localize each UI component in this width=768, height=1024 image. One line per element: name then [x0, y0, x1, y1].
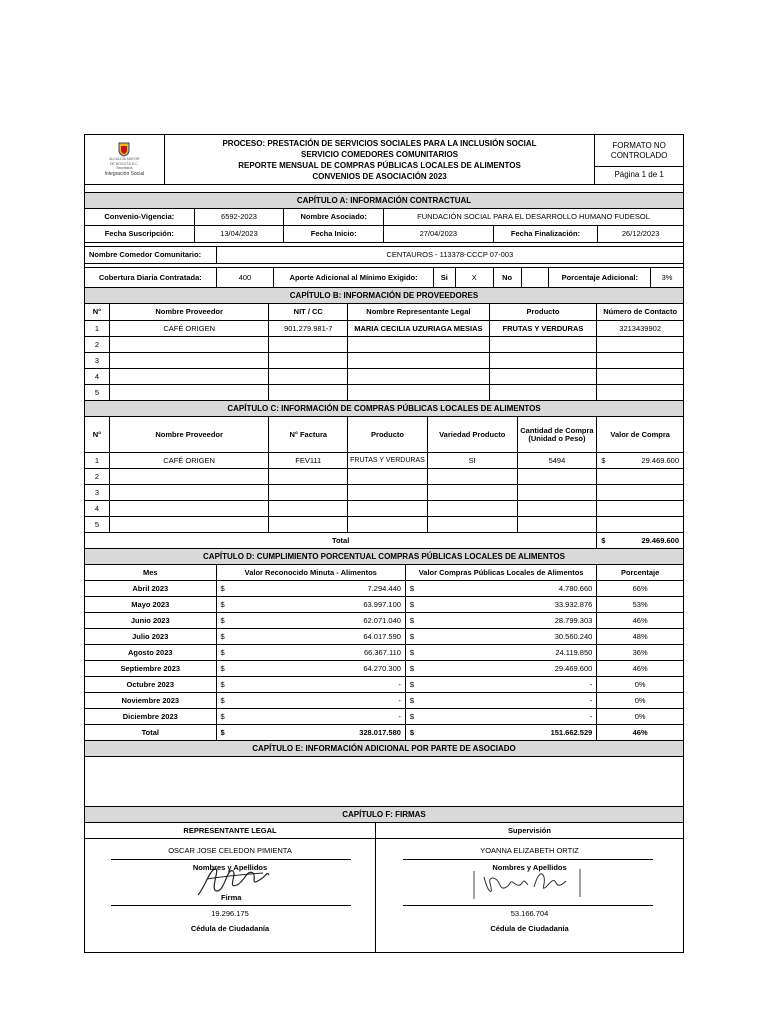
col-nit: NIT / CC: [269, 304, 348, 321]
cobertura-row: [85, 268, 683, 288]
table-cell: [406, 581, 597, 597]
table-cell: 5: [85, 385, 110, 401]
table-cell: 5: [85, 517, 110, 533]
currency-symbol: $: [601, 455, 606, 465]
table-row: [85, 453, 683, 469]
table-cell: [348, 485, 428, 501]
table-cell: FRUTAS Y VERDURAS: [490, 321, 598, 337]
amount: 30.560.240: [554, 631, 593, 641]
table-cell: 46%: [597, 613, 683, 629]
table-cell: 46%: [597, 725, 683, 741]
cobertura-value: 400: [217, 268, 275, 288]
page-number: Página 1 de 1: [595, 167, 683, 185]
amount: -: [398, 711, 401, 721]
col-valor: Valor de Compra: [597, 417, 683, 453]
table-cell: CAFÉ ORIGEN: [110, 321, 269, 337]
table-row: [85, 337, 683, 353]
table-cell: 0%: [597, 693, 683, 709]
table-cell: 48%: [597, 629, 683, 645]
table-cell: [518, 501, 598, 517]
amount: 151.662.529: [550, 727, 593, 737]
col-proveedor: Nombre Proveedor: [110, 304, 269, 321]
convenio-label: Convenio-Vigencia:: [85, 209, 195, 226]
table-cell: [217, 645, 406, 661]
amount: -: [589, 679, 593, 689]
col-representante: Nombre Representante Legal: [348, 304, 490, 321]
currency-symbol: $: [220, 647, 225, 657]
table-cell: 53%: [597, 597, 683, 613]
format-label: FORMATO NO CONTROLADO: [595, 135, 683, 167]
currency-symbol: $: [409, 711, 415, 721]
table-cell: [217, 629, 406, 645]
compliance-header-row: [85, 565, 683, 581]
table-cell: [110, 469, 269, 485]
table-row: [85, 469, 683, 485]
table-cell: FRUTAS Y VERDURAS: [348, 453, 428, 469]
table-cell: [110, 337, 269, 353]
table-cell: [217, 709, 406, 725]
table-cell: [269, 517, 348, 533]
table-cell: 3: [85, 485, 110, 501]
table-cell: [518, 517, 598, 533]
finalizacion-value: 26/12/2023: [598, 226, 683, 243]
table-cell: [406, 629, 597, 645]
legal-rep-signature-block: [85, 839, 376, 952]
names-label: Nombres y Apellidos: [192, 863, 268, 872]
table-cell: [597, 453, 683, 469]
logo-line-3: Secretaría: [116, 166, 133, 171]
currency-symbol: $: [220, 711, 225, 721]
si-mark: X: [456, 268, 494, 288]
table-cell: [217, 677, 406, 693]
purchases-total-row: [85, 533, 683, 549]
report-header: [85, 135, 683, 185]
format-block: [595, 135, 683, 185]
table-cell: [490, 353, 598, 369]
table-cell: CAFÉ ORIGEN: [110, 453, 269, 469]
report-title: [165, 135, 596, 185]
col-n: N°: [85, 304, 110, 321]
col-producto: Producto: [490, 304, 598, 321]
table-cell: Mayo 2023: [85, 597, 217, 613]
table-cell: 0%: [597, 709, 683, 725]
table-cell: Octubre 2023: [85, 677, 217, 693]
table-cell: [269, 385, 348, 401]
supervisor-name: YOANNA ELIZABETH ORTIZ: [480, 846, 579, 855]
table-row: [85, 517, 683, 533]
table-cell: [518, 469, 598, 485]
table-cell: [110, 385, 269, 401]
table-cell: [406, 709, 597, 725]
table-cell: Diciembre 2023: [85, 709, 217, 725]
col-producto: Producto: [348, 417, 428, 453]
amount: 64.270.300: [363, 663, 401, 673]
logo-line-1: ALCALDÍA MAYOR: [109, 156, 140, 161]
name-line: [111, 859, 351, 860]
currency-symbol: $: [220, 615, 225, 625]
id-label: Cédula de Ciudadanía: [490, 924, 569, 933]
table-cell: [217, 581, 406, 597]
amount: -: [398, 679, 401, 689]
table-cell: [406, 645, 597, 661]
table-cell: [406, 613, 597, 629]
table-cell: 0%: [597, 677, 683, 693]
table-cell: Junio 2023: [85, 613, 217, 629]
table-row: [85, 693, 683, 709]
table-cell: 4: [85, 369, 110, 385]
table-cell: [217, 597, 406, 613]
table-cell: 901.279.981-7: [269, 321, 348, 337]
col-porcentaje: Porcentaje: [597, 565, 683, 581]
currency-symbol: $: [409, 663, 415, 673]
table-cell: 3213439902: [597, 321, 683, 337]
col-n: N°: [85, 417, 110, 453]
aporte-label: Aporte Adicional al Mínimo Exigido:: [274, 268, 433, 288]
currency-symbol: $: [220, 599, 225, 609]
col-mes: Mes: [85, 565, 217, 581]
supervision-header: Supervisión: [376, 823, 683, 839]
table-cell: [269, 469, 348, 485]
table-cell: [269, 353, 348, 369]
chapter-f-title: CAPÍTULO F: FIRMAS: [85, 807, 683, 823]
currency-symbol: $: [220, 679, 225, 689]
currency-symbol: $: [409, 583, 415, 593]
table-cell: [110, 369, 269, 385]
providers-rows: [85, 321, 683, 401]
table-cell: [406, 693, 597, 709]
table-cell: Total: [85, 725, 217, 741]
amount: 64.017.590: [363, 631, 401, 641]
suscripcion-value: 13/04/2023: [195, 226, 285, 243]
comedor-row: [85, 247, 683, 264]
amount: 328.017.580: [359, 727, 401, 737]
currency-symbol: $: [220, 583, 225, 593]
table-cell: [597, 353, 683, 369]
table-cell: [406, 661, 597, 677]
amount: -: [398, 695, 401, 705]
table-cell: Julio 2023: [85, 629, 217, 645]
table-cell: [110, 517, 269, 533]
title-line-2: SERVICIO COMEDORES COMUNITARIOS: [300, 149, 459, 159]
si-label: Si: [434, 268, 456, 288]
table-cell: MARIA CECILIA UZURIAGA MESIAS: [348, 321, 490, 337]
table-cell: [348, 369, 490, 385]
table-cell: [406, 597, 597, 613]
total-value: [597, 533, 683, 549]
signature-icon: [472, 863, 582, 903]
col-factura: N° Factura: [269, 417, 348, 453]
table-cell: [269, 501, 348, 517]
col-valor-reconocido: Valor Reconocido Minuta - Alimentos: [217, 565, 406, 581]
amount: 7.294.440: [367, 583, 401, 593]
inicio-label: Fecha Inicio:: [284, 226, 384, 243]
table-cell: [428, 469, 518, 485]
suscripcion-label: Fecha Suscripción:: [85, 226, 195, 243]
title-line-1: PROCESO: PRESTACIÓN DE SERVICIOS SOCIALES PARA LA INCLUSIÓN SOCIAL: [222, 138, 537, 148]
logo-block: [85, 135, 165, 185]
convenio-value: 6592-2023: [195, 209, 285, 226]
table-cell: [348, 501, 428, 517]
additional-info-area: [85, 757, 683, 807]
comedor-value: CENTAUROS - 113378-CCCP 07-003: [217, 247, 683, 264]
no-mark: [522, 268, 550, 288]
table-row: [85, 629, 683, 645]
purchases-rows: [85, 453, 683, 533]
chapter-a-title: CAPÍTULO A: INFORMACIÓN CONTRACTUAL: [85, 193, 683, 209]
table-row: [85, 369, 683, 385]
legal-rep-id: 19.296.175: [211, 909, 249, 918]
chapter-c-title: CAPÍTULO C: INFORMACIÓN DE COMPRAS PÚBLICAS LOCALES DE ALIMENTOS: [85, 401, 683, 417]
amount: 63.997.100: [363, 599, 401, 609]
logo-line-4: Integración Social: [104, 170, 145, 177]
no-label: No: [494, 268, 522, 288]
col-variedad: Variedad Producto: [428, 417, 518, 453]
table-cell: [348, 517, 428, 533]
currency-symbol: $: [409, 647, 415, 657]
table-cell: 2: [85, 337, 110, 353]
signatures-header-row: [85, 823, 683, 839]
table-cell: Septiembre 2023: [85, 661, 217, 677]
table-cell: 5494: [518, 453, 598, 469]
title-line-4: CONVENIOS DE ASOCIACIÓN 2023: [312, 171, 447, 181]
table-cell: [597, 501, 683, 517]
table-cell: Noviembre 2023: [85, 693, 217, 709]
table-cell: [269, 337, 348, 353]
currency-symbol: $: [409, 727, 415, 737]
table-cell: [406, 725, 597, 741]
col-valor-compras: Valor Compras Públicas Locales de Alimentos: [406, 565, 597, 581]
total-label: Total: [85, 533, 597, 549]
table-cell: [490, 385, 598, 401]
table-cell: [597, 469, 683, 485]
id-label: Cédula de Ciudadanía: [190, 924, 270, 933]
table-cell: [518, 485, 598, 501]
amount: 33.932.876: [554, 599, 593, 609]
table-row: [85, 677, 683, 693]
table-row: [85, 581, 683, 597]
chapter-d-title: CAPÍTULO D: CUMPLIMIENTO PORCENTUAL COMPRAS PÚBLICAS LOCALES DE ALIMENTOS: [85, 549, 683, 565]
chapter-e-title: CAPÍTULO E: INFORMACIÓN ADICIONAL POR PARTE DE ASOCIADO: [85, 741, 683, 757]
table-cell: [490, 369, 598, 385]
table-cell: [428, 501, 518, 517]
compliance-rows: [85, 581, 683, 741]
table-cell: Abril 2023: [85, 581, 217, 597]
currency-symbol: $: [409, 695, 415, 705]
contract-row-2: [85, 226, 683, 243]
col-proveedor: Nombre Proveedor: [110, 417, 269, 453]
amount: 4.780.660: [558, 583, 593, 593]
purchases-header-row: [85, 417, 683, 453]
table-row: [85, 709, 683, 725]
col-contacto: Número de Contacto: [597, 304, 683, 321]
table-row: [85, 501, 683, 517]
table-cell: [217, 725, 406, 741]
table-cell: 3: [85, 353, 110, 369]
chapter-b-title: CAPÍTULO B: INFORMACIÓN DE PROVEEDORES: [85, 288, 683, 304]
currency-symbol: $: [409, 631, 415, 641]
table-row: [85, 321, 683, 337]
table-cell: 46%: [597, 661, 683, 677]
porcentaje-value: 3%: [651, 268, 683, 288]
legal-rep-header: REPRESENTANTE LEGAL: [85, 823, 376, 839]
table-cell: 4: [85, 501, 110, 517]
firma-label: Firma: [221, 893, 242, 902]
table-row: [85, 385, 683, 401]
table-row: [85, 613, 683, 629]
logo-line-2: DE BOGOTÁ D.C.: [109, 161, 139, 166]
table-cell: 36%: [597, 645, 683, 661]
table-cell: [110, 485, 269, 501]
table-cell: [217, 693, 406, 709]
amount: 62.071.040: [363, 615, 401, 625]
currency-symbol: $: [409, 615, 415, 625]
table-cell: [110, 501, 269, 517]
table-cell: [597, 385, 683, 401]
inicio-value: 27/04/2023: [384, 226, 494, 243]
legal-rep-name: OSCAR JOSE CELEDON PIMIENTA: [168, 846, 292, 855]
amount: 29.469.600: [554, 663, 593, 673]
coat-of-arms-icon: [118, 142, 130, 157]
supervisor-id: 53.166.704: [510, 909, 549, 918]
table-row: [85, 597, 683, 613]
porcentaje-label: Porcentaje Adicional:: [549, 268, 651, 288]
table-cell: 1: [85, 321, 110, 337]
signature-line: [111, 905, 351, 906]
table-cell: [428, 485, 518, 501]
total-amount: 29.469.600: [641, 535, 679, 545]
asociado-value: FUNDACIÓN SOCIAL PARA EL DESARROLLO HUMANO FUDESOL: [384, 209, 683, 226]
table-cell: [597, 485, 683, 501]
report-document: [84, 134, 684, 953]
currency-symbol: $: [220, 663, 225, 673]
currency-symbol: $: [409, 679, 415, 689]
table-cell: 1: [85, 453, 110, 469]
table-cell: [490, 337, 598, 353]
table-cell: [110, 353, 269, 369]
amount: 24.119.850: [555, 647, 593, 657]
spacer: [85, 185, 683, 193]
currency-symbol: $: [220, 727, 225, 737]
table-cell: [348, 385, 490, 401]
table-cell: 66%: [597, 581, 683, 597]
table-cell: [597, 369, 683, 385]
currency-symbol: $: [220, 695, 225, 705]
table-row: [85, 725, 683, 741]
contract-row-1: [85, 209, 683, 226]
table-cell: [217, 613, 406, 629]
table-cell: [406, 677, 597, 693]
table-cell: [348, 469, 428, 485]
table-cell: FEV111: [269, 453, 348, 469]
title-line-3: REPORTE MENSUAL DE COMPRAS PÚBLICAS LOCALES DE ALIMENTOS: [238, 160, 521, 170]
amount: 66.367.110: [363, 647, 401, 657]
table-row: [85, 661, 683, 677]
amount: 29.469.600: [641, 455, 680, 465]
table-cell: [597, 517, 683, 533]
names-label: Nombres y Apellidos: [492, 863, 567, 872]
table-cell: Agosto 2023: [85, 645, 217, 661]
table-cell: [217, 661, 406, 677]
name-line: [403, 859, 653, 860]
table-cell: [348, 337, 490, 353]
col-cantidad: Cantidad de Compra (Unidad o Peso): [518, 417, 598, 453]
cobertura-label: Cobertura Diaria Contratada:: [85, 268, 217, 288]
table-cell: [269, 485, 348, 501]
table-cell: [597, 337, 683, 353]
comedor-label: Nombre Comedor Comunitario:: [85, 247, 217, 264]
amount: -: [589, 695, 593, 705]
table-cell: 2: [85, 469, 110, 485]
table-cell: [269, 369, 348, 385]
table-row: [85, 485, 683, 501]
total-currency: $: [601, 535, 606, 545]
amount: 28.799.303: [554, 615, 593, 625]
currency-symbol: $: [409, 599, 415, 609]
table-row: [85, 353, 683, 369]
table-cell: [428, 517, 518, 533]
asociado-label: Nombre Asociado:: [284, 209, 384, 226]
currency-symbol: $: [220, 631, 225, 641]
supervision-signature-block: [376, 839, 683, 952]
table-cell: SI: [428, 453, 518, 469]
amount: -: [589, 711, 593, 721]
signature-line: [403, 905, 653, 906]
table-row: [85, 645, 683, 661]
providers-header-row: [85, 304, 683, 321]
table-cell: [348, 353, 490, 369]
finalizacion-label: Fecha Finalización:: [494, 226, 599, 243]
signatures-row: [85, 839, 683, 952]
